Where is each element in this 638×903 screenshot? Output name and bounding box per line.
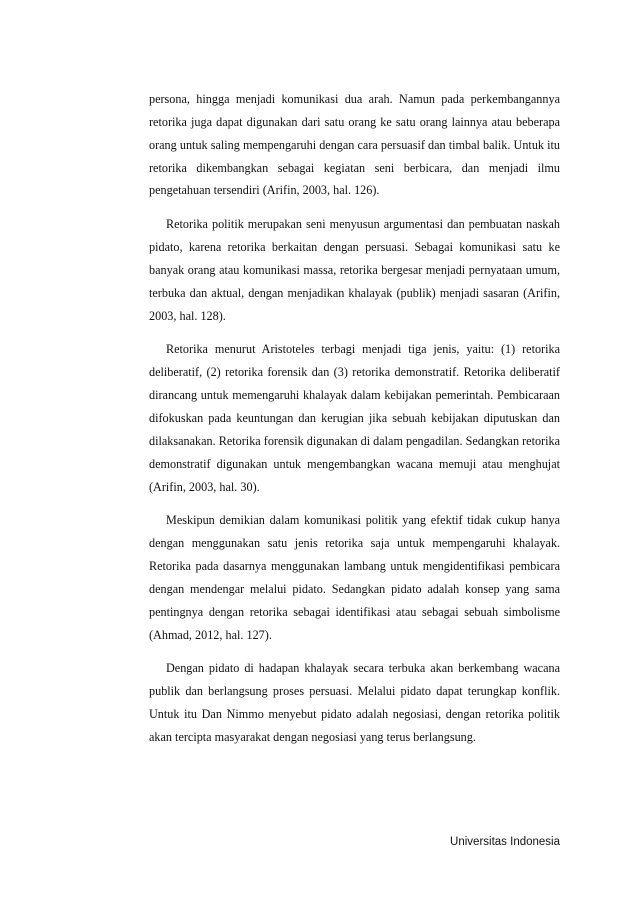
paragraph-aristoteles: Retorika menurut Aristoteles terbagi menjadi tiga jenis, yaitu: (1) retorika deliberatif, (2) retorika forensik dan (3) retorika demonstratif. Retorika deliberatif dirancang untuk memengaruhi khalayak dalam kebijakan pemerintah. Pembicaraan difokuskan pada keuntungan dan kerugian jika sebuah kebijakan diputuskan dan dilaksanakan. Retorika forensik digunakan di dalam pengadilan. Sedangkan retorika demonstratif digunakan untuk mengembangkan wacana memuji atau menghujat (Arifin, 2003, hal. 30). bbox=[149, 342, 560, 494]
document-body bbox=[149, 88, 560, 749]
paragraph-pidato: Dengan pidato di hadapan khalayak secara terbuka akan berkembang wacana publik dan berlangsung proses persuasi. Melalui pidato dapat terungkap konflik. Untuk itu Dan Nimmo menyebut pidato adalah negosiasi, dengan retorika politik akan tercipta masyarakat dengan negosiasi yang terus berlangsung. bbox=[149, 661, 560, 744]
paragraph-komunikasi-politik: Meskipun demikian dalam komunikasi politik yang efektif tidak cukup hanya dengan menggunakan satu jenis retorika saja untuk mempengaruhi khalayak. Retorika pada dasarnya menggunakan lambang untuk mengidentifikasi pembicara dengan mendengar melalui pidato. Sedangkan pidato adalah konsep yang sama pentingnya dengan retorika sebagai identifikasi atau sebagai sebuah simbolisme (Ahmad, 2012, hal. 127). bbox=[149, 513, 560, 642]
paragraph-continuation: persona, hingga menjadi komunikasi dua arah. Namun pada perkembangannya retorika juga dapat digunakan dari satu orang ke satu orang lainnya atau beberapa orang untuk saling mempengaruhi dengan cara persuasif dan timbal balik. Untuk itu retorika dikembangkan sebagai kegiatan seni berbicara, dan menjadi ilmu pengetahuan tersendiri (Arifin, 2003, hal. 126). bbox=[149, 92, 560, 198]
page-footer: Universitas Indonesia bbox=[450, 836, 560, 848]
paragraph-retorika-politik: Retorika politik merupakan seni menyusun argumentasi dan pembuatan naskah pidato, karena retorika berkaitan dengan persuasi. Sebagai komunikasi satu ke banyak orang atau komunikasi massa, retorika bergesar menjadi pernyataan umum, terbuka dan aktual, dengan menjadikan khalayak (publik) menjadi sasaran (Arifin, 2003, hal. 128). bbox=[149, 217, 560, 323]
